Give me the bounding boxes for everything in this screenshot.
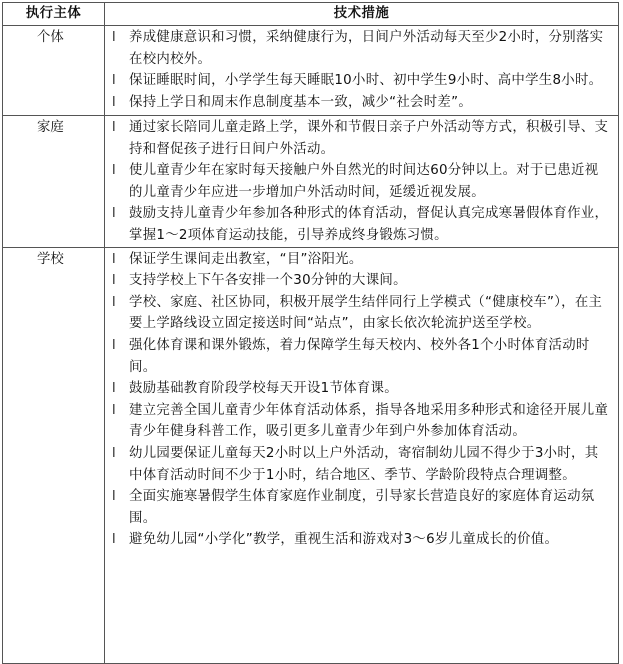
header-subject: 执行主体 xyxy=(3,3,105,26)
measure-item xyxy=(105,378,618,400)
measure-item xyxy=(105,249,618,271)
measure-item xyxy=(105,292,618,335)
measure-text: 学校、家庭、社区协同，积极开展学生结伴同行上学模式（“健康校车”），在主要上学路线设立固定接送时间“站点”，由家长依次轮流护送至学校。 xyxy=(129,294,603,332)
bullet-marker: l xyxy=(112,402,116,418)
measure-item xyxy=(105,203,618,246)
bullet-marker: l xyxy=(112,489,116,505)
measures-cell xyxy=(105,116,619,248)
bullet-marker: l xyxy=(112,381,116,397)
measure-item xyxy=(105,27,618,70)
bullet-marker: l xyxy=(112,251,116,267)
subject-cell: 学校 xyxy=(3,247,105,663)
measure-item xyxy=(105,335,618,378)
measure-text: 建立完善全国儿童青少年体育活动体系，指导各地采用多种形式和途径开展儿童青少年健身科普工作，吸引更多儿童青少年到户外参加体育活动。 xyxy=(129,402,609,440)
header-measures: 技术措施 xyxy=(105,3,619,26)
measures-table xyxy=(2,2,619,664)
section-row xyxy=(3,247,619,663)
bullet-marker: l xyxy=(112,294,116,310)
measure-text: 保证睡眠时间，小学学生每天睡眠10小时、初中学生9小时、高中学生8小时。 xyxy=(129,73,603,89)
measure-item xyxy=(105,70,618,92)
subject-cell: 家庭 xyxy=(3,116,105,248)
header-row xyxy=(3,3,619,26)
measure-text: 鼓励基础教育阶段学校每天开设1节体育课。 xyxy=(129,381,398,397)
bullet-marker: l xyxy=(112,337,116,353)
measure-item xyxy=(105,92,618,114)
measures-cell xyxy=(105,26,619,116)
section-row xyxy=(3,116,619,248)
measure-item xyxy=(105,270,618,292)
measure-text: 强化体育课和课外锻炼，着力保障学生每天校内、校外各1个小时体育活动时间。 xyxy=(129,337,590,375)
bullet-marker: l xyxy=(112,206,116,222)
measures-cell xyxy=(105,247,619,663)
bullet-marker: l xyxy=(112,273,116,289)
bullet-marker: l xyxy=(112,30,116,45)
subject-cell: 个体 xyxy=(3,26,105,116)
measure-text: 鼓励支持儿童青少年参加各种形式的体育活动，督促认真完成寒暑假体育作业，掌握1～2项体育运动技能，引导养成终身锻炼习惯。 xyxy=(129,206,609,243)
bullet-marker: l xyxy=(112,120,116,135)
measure-text: 保证学生课间走出教室，“目”浴阳光。 xyxy=(129,251,363,267)
measure-text: 通过家长陪同儿童走路上学，课外和节假日亲子户外活动等方式，积极引导、支持和督促孩子进行日间户外活动。 xyxy=(129,120,609,157)
measure-item xyxy=(105,529,618,551)
measure-text: 支持学校上下午各安排一个30分钟的大课间。 xyxy=(129,273,407,289)
measure-item xyxy=(105,443,618,486)
bullet-marker: l xyxy=(112,163,116,179)
measure-text: 全面实施寒暑假学生体育家庭作业制度，引导家长营造良好的家庭体育运动氛围。 xyxy=(129,489,595,526)
bullet-marker: l xyxy=(112,445,116,461)
measure-item xyxy=(105,400,618,443)
measure-text: 使儿童青少年在家时每天接触户外自然光的时间达60分钟以上。对于已患近视的儿童青少年应进一步增加户外活动时间，延缓近视发展。 xyxy=(129,163,599,200)
measure-text: 养成健康意识和习惯，采纳健康行为，日间户外活动每天至少2小时，分别落实在校内校外。 xyxy=(129,30,604,67)
measure-item xyxy=(105,117,618,160)
bullet-marker: l xyxy=(112,532,116,548)
bullet-marker: l xyxy=(112,94,116,110)
bullet-marker: l xyxy=(112,73,116,89)
measure-item xyxy=(105,486,618,529)
measure-item xyxy=(105,160,618,203)
section-row xyxy=(3,26,619,116)
measure-text: 避免幼儿园“小学化”教学，重视生活和游戏对3～6岁儿童成长的价值。 xyxy=(129,532,559,548)
measure-text: 幼儿园要保证儿童每天2小时以上户外活动，寄宿制幼儿园不得少于3小时，其中体育活动时间不少于1小时，结合地区、季节、学龄阶段特点合理调整。 xyxy=(129,445,599,483)
measure-text: 保持上学日和周末作息制度基本一致，减少“社会时差”。 xyxy=(129,94,473,110)
